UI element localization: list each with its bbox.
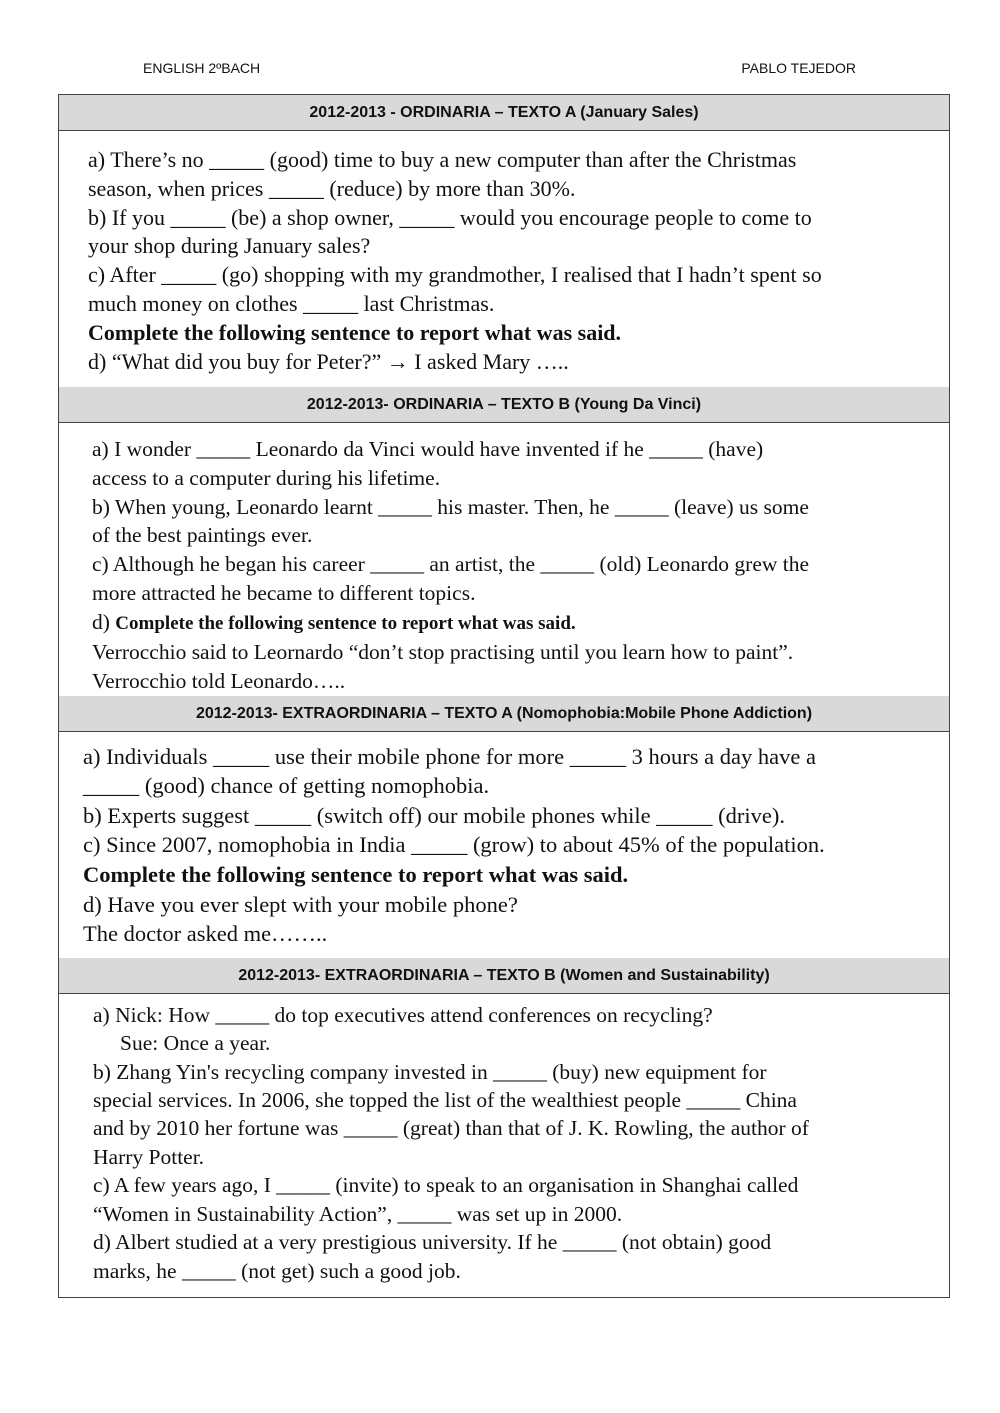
exercise-line: c) Although he began his career _____ an artist, the _____ (old) Leonardo grew the [92,552,810,577]
section-title: 2012-2013- EXTRAORDINARIA – TEXTO B (Women and Sustainability) [59,958,949,994]
exercise-line: b) Experts suggest _____ (switch off) our mobile phones while _____ (drive). [83,802,785,828]
exercise-line: your shop during January sales? [88,233,371,259]
exercise-line: Sue: Once a year. [120,1031,271,1056]
exercise-line: and by 2010 her fortune was _____ (great) than that of J. K. Rowling, the author of [93,1116,809,1141]
exercise-line: special services. In 2006, she topped the list of the wealthiest people _____ China [93,1088,797,1113]
exercise-line: d) Albert studied at a very prestigious university. If he _____ (not obtain) good [93,1230,772,1255]
exercise-line: a) I wonder _____ Leonardo da Vinci would have invented if he _____ (have) [92,437,764,462]
exercise-line: _____ (good) chance of getting nomophobia. [83,773,490,799]
instruction-line: Complete the following sentence to report what was said. [83,862,629,888]
section-body [59,423,949,695]
exercise-line: b) If you _____ (be) a shop owner, _____ would you encourage people to come to [88,204,812,230]
exercise-line: marks, he _____ (not get) such a good job. [93,1258,461,1283]
exercise-line: Verrocchio said to Leornardo “don’t stop practising until you learn how to paint”. [92,640,794,665]
section-ordinaria-texto-b [59,387,949,695]
section-title: 2012-2013- ORDINARIA – TEXTO B (Young Da Vinci) [59,387,949,423]
section-body [59,732,949,958]
section-title: 2012-2013- EXTRAORDINARIA – TEXTO A (Nomophobia:Mobile Phone Addiction) [59,696,949,732]
section-body [59,131,949,387]
exercise-line: of the best paintings ever. [92,523,313,548]
exercise-line: b) When young, Leonardo learnt _____ his master. Then, he _____ (leave) us some [92,494,809,519]
exercise-sheet [58,94,950,1298]
exercise-line: c) After _____ (go) shopping with my grandmother, I realised that I hadn’t spent so [88,262,822,288]
exercise-line: a) There’s no _____ (good) time to buy a new computer than after the Christmas [88,147,797,172]
exercise-line: Harry Potter. [93,1144,205,1169]
instruction-text: Complete the following sentence to report what was said. [115,612,576,634]
section-ordinaria-texto-a [59,95,949,387]
instruction-line: Complete the following sentence to report what was said. [88,319,622,345]
exercise-line: c) Since 2007, nomophobia in India _____ (grow) to about 45% of the population. [83,832,825,858]
section-extraordinaria-texto-b [59,958,949,1297]
exercise-line: much money on clothes _____ last Christmas. [88,290,495,316]
section-title: 2012-2013 - ORDINARIA – TEXTO A (January Sales) [59,95,949,131]
section-extraordinaria-texto-a [59,696,949,958]
section-body [59,994,949,1297]
course-label: ENGLISH 2ºBACH [143,60,261,76]
page-header [0,60,1000,82]
exercise-line: The doctor asked me…….. [83,921,328,947]
exercise-line: b) Zhang Yin's recycling company invested in _____ (buy) new equipment for [93,1059,767,1084]
exercise-line: access to a computer during his lifetime. [92,466,441,491]
exercise-line: “Women in Sustainability Action”, _____ was set up in 2000. [93,1201,623,1226]
exercise-line: a) Nick: How _____ do top executives attend conferences on recycling? [93,1002,713,1027]
exercise-line: a) Individuals _____ use their mobile phone for more _____ 3 hours a day have a [83,743,816,769]
exercise-line: d) Have you ever slept with your mobile phone? [83,891,518,917]
exercise-line: Verrocchio told Leonardo….. [92,669,346,693]
exercise-line: c) A few years ago, I _____ (invite) to speak to an organisation in Shanghai called [93,1173,799,1198]
exercise-line-d [92,608,949,639]
author-name: PABLO TEJEDOR [741,60,856,76]
exercise-line: season, when prices _____ (reduce) by more than 30%. [88,175,576,201]
exercise-line: d) “What did you buy for Peter?” → I asked Mary ….. [88,348,569,374]
exercise-line: more attracted he became to different topics. [92,580,476,605]
item-label: d) [92,609,116,634]
